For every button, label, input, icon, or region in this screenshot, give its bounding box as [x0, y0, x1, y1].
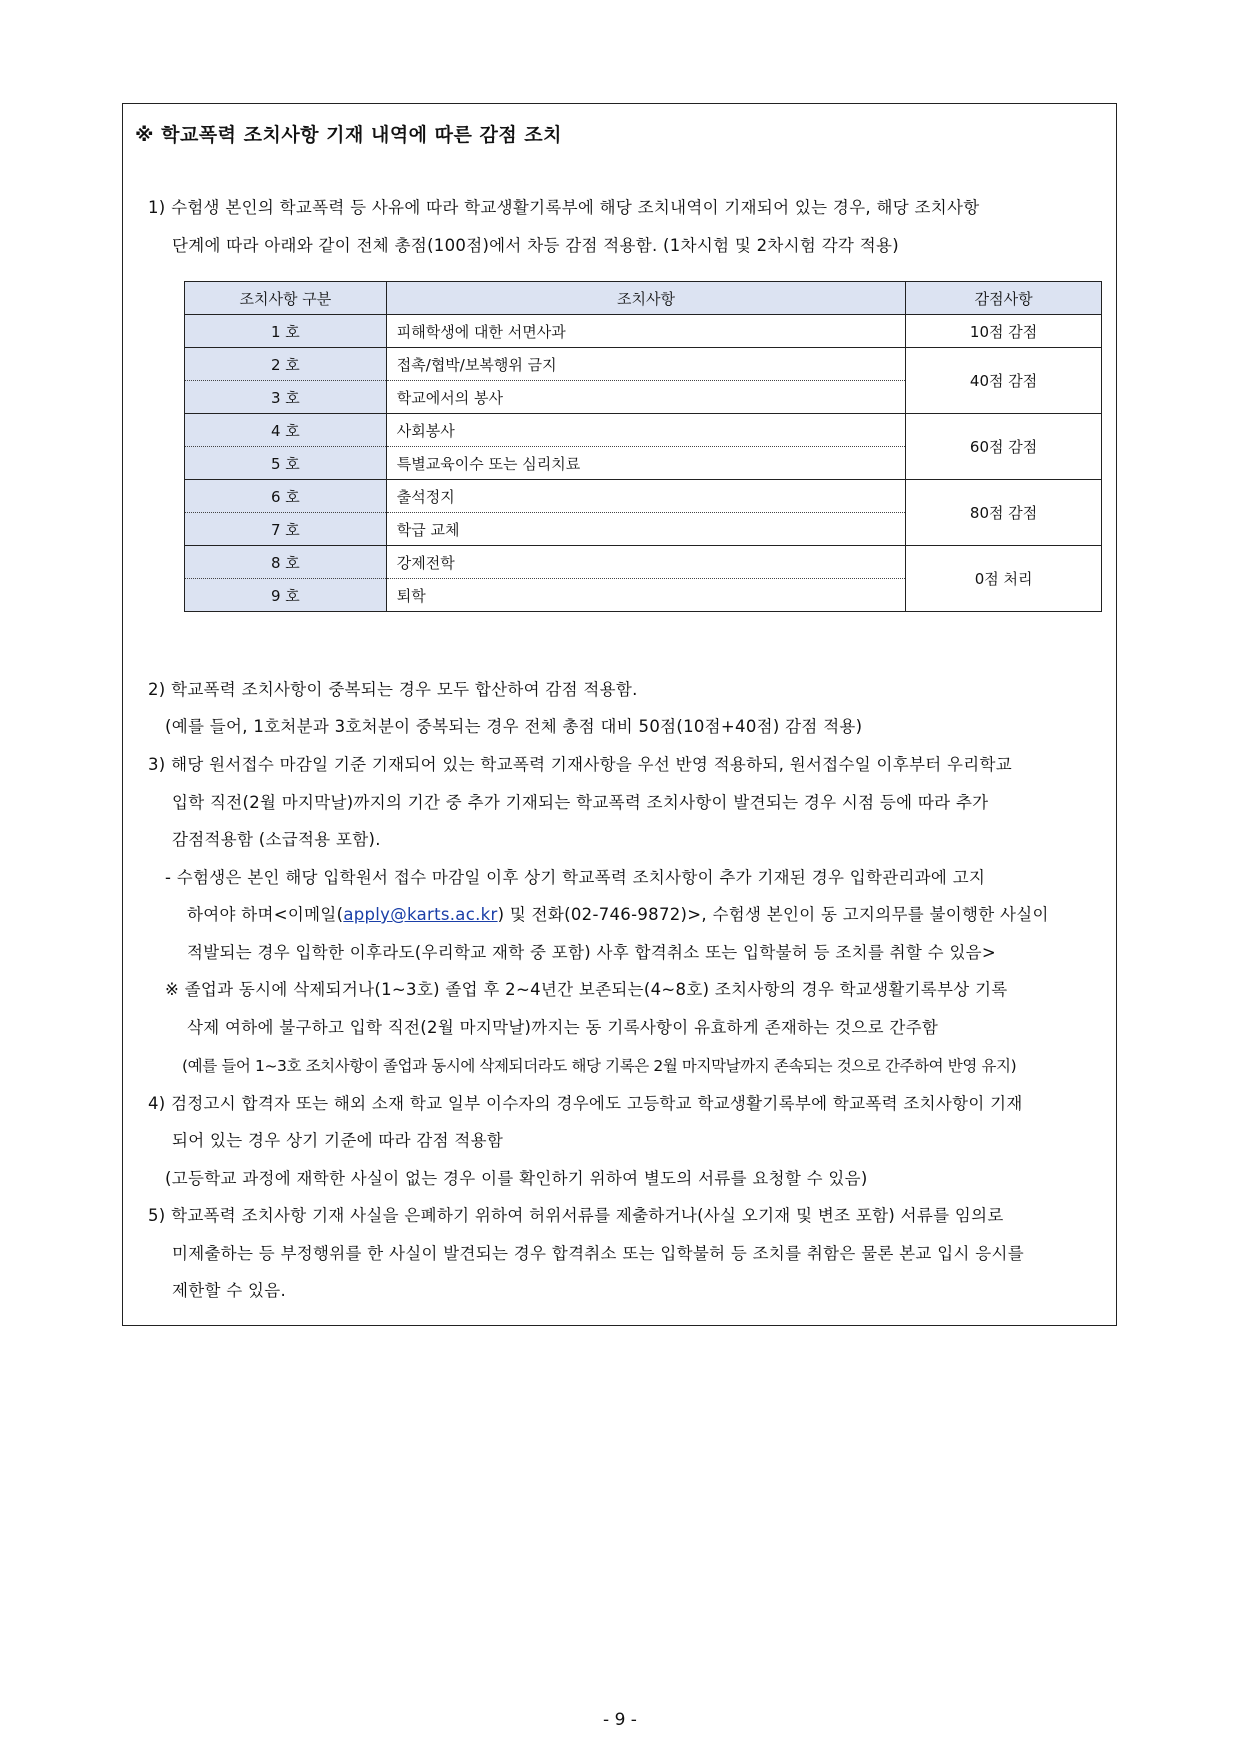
p5-line3: 제한할 수 있음. — [172, 1281, 287, 1300]
p3-line1: 3) 해당 원서접수 마감일 기준 기재되어 있는 학교폭력 기재사항을 우선 반영 적용하되, 원서접수일 이후부터 우리학교 — [148, 755, 1012, 774]
row-no: 9 호 — [185, 579, 387, 612]
p1-line2: 단계에 따라 아래와 같이 전체 총점(100점)에서 차등 감점 적용함. (1차시험 및 2차시험 각각 적용) — [172, 236, 899, 255]
header-measure: 조치사항 — [386, 282, 905, 315]
p4-line3: (고등학교 과정에 재학한 사실이 없는 경우 이를 확인하기 위하여 별도의 서류를 요청할 수 있음) — [165, 1169, 868, 1188]
row-measure: 퇴학 — [386, 579, 905, 612]
p2-line1: 2) 학교폭력 조치사항이 중복되는 경우 모두 합산하여 감점 적용함. — [148, 680, 638, 699]
p4-line1: 4) 검정고시 합격자 또는 해외 소재 학교 일부 이수자의 경우에도 고등학교 학교생활기록부에 학교폭력 조치사항이 기재 — [148, 1094, 1023, 1113]
row-no: 3 호 — [185, 381, 387, 414]
page-number: - 9 - — [603, 1710, 637, 1730]
table-header-row — [185, 282, 1102, 315]
p5-line2: 미제출하는 등 부정행위를 한 사실이 발견되는 경우 합격취소 또는 입학불허 등 조치를 취함은 물론 본교 입시 응시를 — [172, 1244, 1024, 1263]
row-deduction: 0점 처리 — [906, 546, 1102, 612]
p3-line6: 적발되는 경우 입학한 이후라도(우리학교 재학 중 포함) 사후 합격취소 또는 입학불허 등 조치를 취할 수 있음> — [187, 943, 997, 962]
row-deduction: 60점 감점 — [906, 414, 1102, 480]
row-measure: 사회봉사 — [386, 414, 905, 447]
row-measure: 학교에서의 봉사 — [386, 381, 905, 414]
row-deduction: 80점 감점 — [906, 480, 1102, 546]
p3-line5-pre: 하여야 하며<이메일( — [187, 905, 344, 924]
email-link[interactable]: apply@karts.ac.kr — [343, 905, 498, 924]
row-no: 8 호 — [185, 546, 387, 579]
row-measure: 강제전학 — [386, 546, 905, 579]
p3-line8: 삭제 여하에 불구하고 입학 직전(2월 마지막날)까지는 동 기록사항이 유효하게 존재하는 것으로 간주함 — [187, 1018, 939, 1037]
p3-line7: ※ 졸업과 동시에 삭제되거나(1~3호) 졸업 후 2~4년간 보존되는(4~8호) 조치사항의 경우 학교생활기록부상 기록 — [165, 980, 1008, 999]
row-measure: 피해학생에 대한 서면사과 — [386, 315, 905, 348]
row-no: 6 호 — [185, 480, 387, 513]
row-deduction: 40점 감점 — [906, 348, 1102, 414]
table-row — [185, 480, 1102, 513]
row-measure: 출석정지 — [386, 480, 905, 513]
p3-line9: (예를 들어 1~3호 조치사항이 졸업과 동시에 삭제되더라도 해당 기록은 2월 마지막날까지 존속되는 것으로 간주하여 반영 유지) — [182, 1057, 1017, 1075]
row-deduction: 10점 감점 — [906, 315, 1102, 348]
table-row — [185, 348, 1102, 381]
p3-line3: 감점적용함 (소급적용 포함). — [172, 830, 381, 849]
header-category: 조치사항 구분 — [185, 282, 387, 315]
p4-line2: 되어 있는 경우 상기 기준에 따라 감점 적용함 — [172, 1131, 504, 1150]
row-no: 4 호 — [185, 414, 387, 447]
p3-line2: 입학 직전(2월 마지막날)까지의 기간 중 추가 기재되는 학교폭력 조치사항이 발견되는 경우 시점 등에 따라 추가 — [172, 793, 989, 812]
row-measure: 특별교육이수 또는 심리치료 — [386, 447, 905, 480]
p5-line1: 5) 학교폭력 조치사항 기재 사실을 은폐하기 위하여 허위서류를 제출하거나(사실 오기재 및 변조 포함) 서류를 임의로 — [148, 1206, 1004, 1225]
row-measure: 접촉/협박/보복행위 금지 — [386, 348, 905, 381]
p3-line4: - 수험생은 본인 해당 입학원서 접수 마감일 이후 상기 학교폭력 조치사항이 추가 기재된 경우 입학관리과에 고지 — [165, 868, 986, 887]
table-row — [185, 414, 1102, 447]
header-deduction: 감점사항 — [906, 282, 1102, 315]
row-no: 7 호 — [185, 513, 387, 546]
p3-line5 — [187, 905, 1049, 925]
row-no: 2 호 — [185, 348, 387, 381]
table-row — [185, 546, 1102, 579]
row-no: 1 호 — [185, 315, 387, 348]
row-no: 5 호 — [185, 447, 387, 480]
p3-line5-post: ) 및 전화(02-746-9872)>, 수험생 본인이 동 고지의무를 불이행한 사실이 — [497, 905, 1049, 924]
p2-line2: (예를 들어, 1호처분과 3호처분이 중복되는 경우 전체 총점 대비 50점(10점+40점) 감점 적용) — [165, 717, 863, 736]
deduction-table — [184, 281, 1102, 612]
p1-line1: 1) 수험생 본인의 학교폭력 등 사유에 따라 학교생활기록부에 해당 조치내역이 기재되어 있는 경우, 해당 조치사항 — [148, 198, 980, 217]
section-heading: ※ 학교폭력 조치사항 기재 내역에 따른 감점 조치 — [135, 124, 563, 146]
table-row — [185, 315, 1102, 348]
row-measure: 학급 교체 — [386, 513, 905, 546]
